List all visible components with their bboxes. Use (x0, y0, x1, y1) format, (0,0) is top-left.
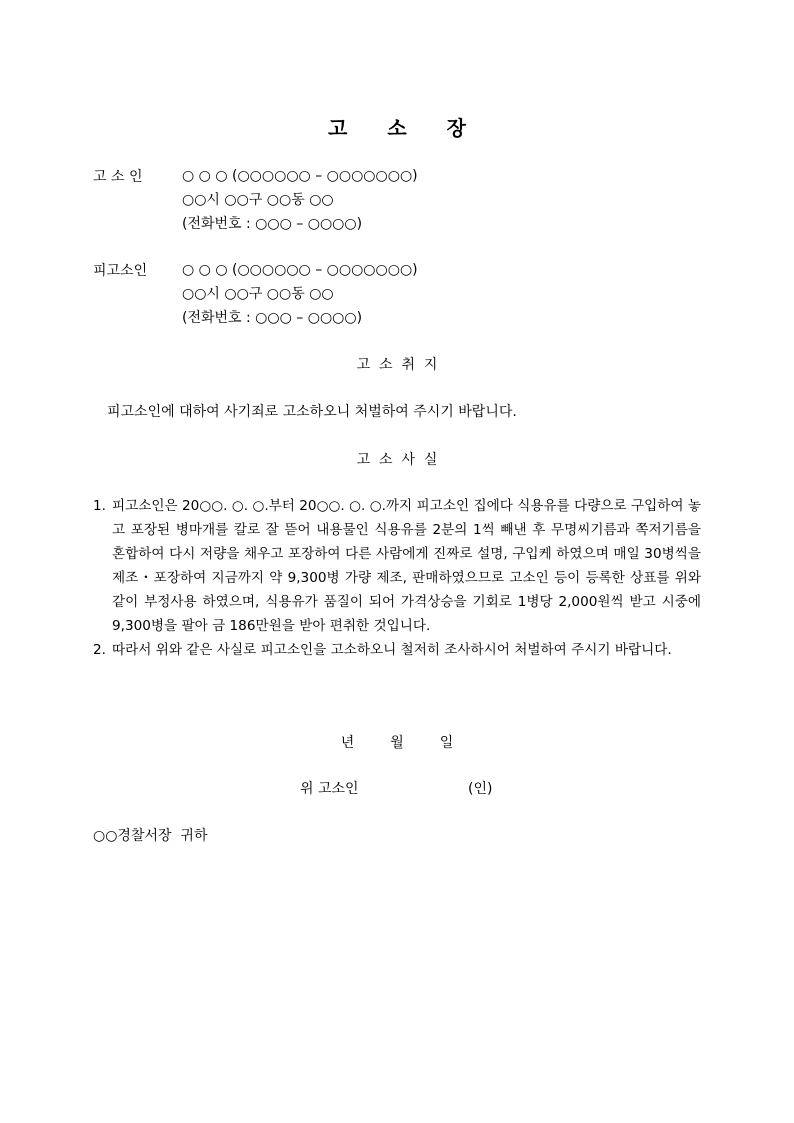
defendant-address: ○○시 ○○구 ○○동 ○○ (182, 286, 334, 302)
fact-item (93, 494, 701, 638)
purpose-text: 피고소인에 대하여 사기죄로 고소하오니 처벌하여 주시기 바랍니다. (107, 404, 517, 420)
date-month: 월 (390, 735, 404, 751)
title-char: 장 (446, 116, 466, 140)
seal-mark: (인) (468, 781, 493, 797)
fact-text: 피고소인은 20○○. ○. ○.부터 20○○. ○. ○.까지 피고소인 집에다 식용유를 다량으로 구입하여 놓고 포장된 병마개를 칼로 잘 뜯어 내용물인 식용유를 2분의 1씩 빼낸 후 무명씨기름과 쪽저기름을 혼합하여 다시 저량을 채우고 포장하여 다른 사람에게 진짜로 설명, 구입케 하였으며 매일 30병씩을 제조・포장하여 지금까지 약 9,300병 가량 제조, 판매하였으므로 고소인 등이 등록한 상표를 위와 같이 부정사용 하였으며, 식용유가 품질이 되어 가격상승을 기회로 1병당 2,000원씩 받고 시중에 9,300병을 팔아 금 186만원을 받아 편취한 것입니다. (112, 498, 701, 634)
fact-number: 2. (93, 642, 106, 658)
title-char: 소 (387, 116, 407, 140)
addressee: ○○경찰서장 귀하 (93, 828, 208, 844)
facts-heading: 고 소 사 실 (356, 452, 438, 468)
date-line (0, 732, 794, 752)
complainant-address: ○○시 ○○구 ○○동 ○○ (182, 192, 334, 208)
purpose-heading: 고 소 취 지 (356, 357, 438, 373)
date-day: 일 (439, 735, 454, 751)
fact-text: 따라서 위와 같은 사실로 피고소인을 고소하오니 철저히 조사하시어 처벌하여 주시기 바랍니다. (112, 642, 672, 658)
signature-line (300, 778, 493, 798)
signature-label: 위 고소인 (300, 781, 359, 797)
document-title (0, 112, 794, 141)
defendant-label: 피고소인 (93, 263, 148, 279)
facts-list (93, 494, 701, 662)
title-char: 고 (328, 116, 348, 140)
date-year: 년 (340, 735, 355, 751)
defendant-phone: (전화번호 : ○○○ – ○○○○) (182, 310, 363, 326)
complainant-phone: (전화번호 : ○○○ – ○○○○) (182, 216, 363, 232)
fact-number: 1. (93, 498, 106, 514)
defendant-name: ○ ○ ○ (○○○○○○ – ○○○○○○○) (182, 262, 418, 278)
complainant-name: ○ ○ ○ (○○○○○○ – ○○○○○○○) (182, 168, 418, 184)
fact-item (93, 638, 701, 662)
complainant-label: 고 소 인 (93, 169, 143, 185)
